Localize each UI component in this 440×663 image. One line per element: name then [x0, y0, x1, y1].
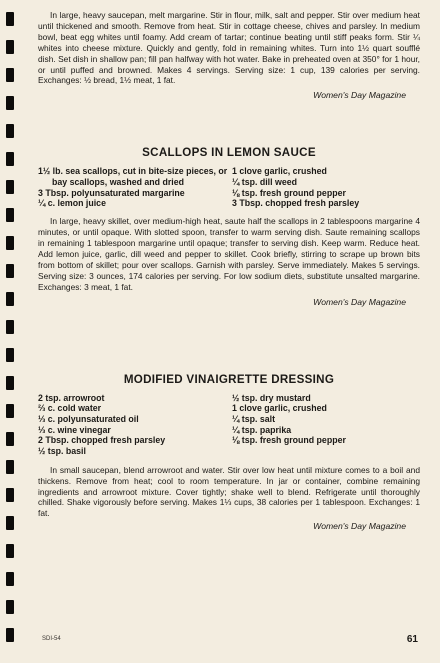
binding-hole	[6, 320, 14, 334]
ingredient-item: ¼ tsp. paprika	[232, 424, 292, 435]
binding-hole	[6, 68, 14, 82]
binding-hole	[6, 516, 14, 530]
recipe-directions: In small saucepan, blend arrowroot and water. Stir over low heat until mixture comes to a boil and thickens. Remove from heat; cool to room temperature. In jar or container, combine remaining ingredients and arrowroot mixture. Cover tightly; shake well to blend. Refrigerate until thoroughly chilled. Shake vigorously before serving. Makes 1⅓ cups, 38 calories per 1 tablespoon. Exchanges: 1 fat.	[38, 464, 420, 519]
ingredient-item: 3 Tbsp. chopped fresh parsley	[232, 198, 360, 209]
ingredient-list	[38, 393, 420, 457]
binding-hole	[6, 600, 14, 614]
binding-hole	[6, 124, 14, 138]
binding-hole	[6, 488, 14, 502]
binding-hole	[6, 180, 14, 194]
binding-hole	[6, 628, 14, 642]
recipe-directions: In large, heavy skillet, over medium-high heat, saute half the scallops in 2 tablespoons margarine 4 minutes, or until opaque. With slotted spoon, transfer to warm serving dish. Saute remaining scallops in remaining 1 tablespoon margarine until opaque; transfer to serving dish. Keep warm. Reduce heat. Add lemon juice, garlic, dill weed and pepper to skillet. Cook briefly, stirring to scrape up brown bits from bottom of skillet; pour over scallops. Garnish with parsley. Serve immediately. Makes 5 servings. Serving size: 3 ounces, 174 calories per serving. For low sodium diets, substitute unsalted margarine. Exchanges: 3 meat, 1 fat.	[38, 216, 420, 292]
recipe-title: SCALLOPS IN LEMON SAUCE	[142, 146, 316, 160]
ingredient-item: ½ tsp. basil	[38, 446, 86, 457]
recipe-directions: In large, heavy saucepan, melt margarine. Stir in flour, milk, salt and pepper. Stir over medium heat until thickened and smooth. Remove from heat. Stir in cottage cheese, chives and parsley. In medium bowl, beat egg whites until foamy. Add cream of tartar; continue beating until stiff peaks form. Stir ¼ whites into cheese mixture. Quickly and gently, fold in remaining whites. Turn into 1½ quart soufflé dish. Set dish in shallow pan; fill pan halfway with hot water. Bake in preheated oven at 350° for 1 hour, or until puffed and browned. Makes 4 servings. Serving size: 1 cup, 139 calories per serving. Exchanges: ½ bread, 1½ meat, 1 fat.	[38, 10, 420, 86]
binding-hole	[6, 12, 14, 26]
binding-hole	[6, 348, 14, 362]
ingredient-item: 3 Tbsp. polyunsaturated margarine	[38, 187, 185, 198]
ingredient-list	[38, 166, 420, 209]
binding-hole	[6, 292, 14, 306]
recipe-source: Women's Day Magazine	[313, 296, 406, 307]
recipe-source: Women's Day Magazine	[313, 90, 406, 101]
page-footer	[42, 634, 418, 648]
binding-hole	[6, 96, 14, 110]
ingredient-column-left	[38, 166, 232, 209]
binding-hole	[6, 236, 14, 250]
ingredient-column-right	[232, 393, 420, 457]
recipe-scallops	[38, 146, 420, 306]
recipe-title: MODIFIED VINAIGRETTE DRESSING	[123, 372, 335, 386]
intro-recipe-continuation	[38, 10, 420, 100]
ingredient-column-right	[232, 166, 420, 209]
binding-hole	[6, 376, 14, 390]
binding-hole	[6, 264, 14, 278]
ingredient-item: ⅔ c. cold water	[38, 403, 102, 414]
page-code: SDI-54	[42, 636, 61, 642]
ingredient-item: ¼ c. lemon juice	[38, 198, 106, 209]
page-number: 61	[406, 634, 418, 645]
ingredient-item: 1½ lb. sea scallops, cut in bite-size pieces, or bay scallops, washed and dried	[38, 166, 228, 188]
ingredient-item: ⅓ c. polyunsaturated oil	[38, 413, 139, 424]
binding-hole	[6, 404, 14, 418]
binding-hole	[6, 544, 14, 558]
binding-hole	[6, 460, 14, 474]
ingredient-item: 2 Tbsp. chopped fresh parsley	[38, 435, 166, 446]
ingredient-item: 2 tsp. arrowroot	[38, 392, 105, 403]
ingredient-column-left	[38, 393, 232, 457]
ingredient-item: ¼ tsp. salt	[232, 413, 276, 424]
recipe-source: Women's Day Magazine	[313, 521, 406, 532]
ingredient-item: ⅓ c. wine vinegar	[38, 424, 111, 435]
binding-hole	[6, 40, 14, 54]
cookbook-page	[38, 10, 420, 531]
binding-holes	[0, 0, 26, 663]
binding-hole	[6, 572, 14, 586]
binding-hole	[6, 208, 14, 222]
ingredient-item: ⅛ tsp. fresh ground pepper	[232, 435, 346, 446]
ingredient-item: 1 clove garlic, crushed	[232, 166, 327, 177]
ingredient-item: ⅛ tsp. fresh ground pepper	[232, 187, 346, 198]
binding-hole	[6, 152, 14, 166]
recipe-vinaigrette	[38, 373, 420, 532]
binding-hole	[6, 432, 14, 446]
ingredient-item: 1 clove garlic, crushed	[232, 403, 327, 414]
ingredient-item: ½ tsp. dry mustard	[232, 392, 311, 403]
ingredient-item: ¼ tsp. dill weed	[232, 177, 298, 188]
